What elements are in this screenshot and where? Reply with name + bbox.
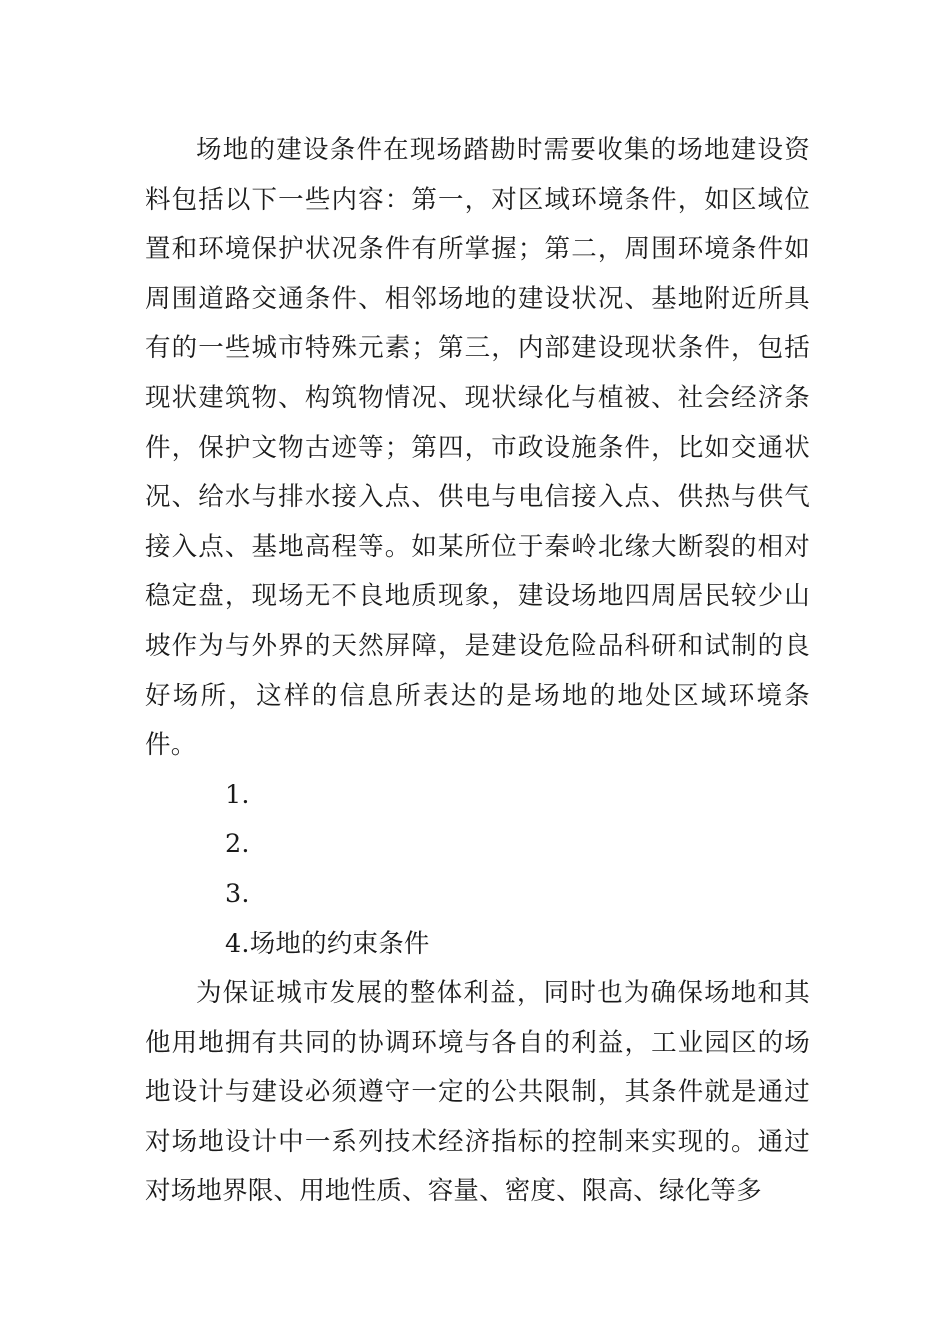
list-item-1: 1. <box>225 779 250 810</box>
list-item-2: 2. <box>225 829 250 860</box>
document-body <box>145 126 810 1217</box>
paragraph-site-conditions: 场地的建设条件在现场踏勘时需要收集的场地建设资料包括以下一些内容：第一，对区域环境条件，如区域位置和环境保护状况条件有所掌握；第二，周围环境条件如周围道路交通条件、相邻场地的建设状况、基地附近所具有的一些城市特殊元素；第三，内部建设现状条件，包括现状建筑物、构筑物情况、现状绿化与植被、社会经济条件，保护文物古迹等；第四，市政设施条件，比如交通状况、给水与排水接入点、供电与电信接入点、供热与供气接入点、基地高程等。如某所位于秦岭北缘大断裂的相对稳定盘，现场无不良地质现象，建设场地四周居民较少山坡作为与外界的天然屏障，是建设危险品科研和试制的良好场所，这样的信息所表达的是场地的地处区域环境条件。 <box>145 135 810 761</box>
paragraph-constraints: 为保证城市发展的整体利益，同时也为确保场地和其他用地拥有共同的协调环境与各自的利益，工业园区的场地设计与建设必须遵守一定的公共限制，其条件就是通过对场地设计中一系列技术经济指标的控制来实现的。通过对场地界限、用地性质、容量、密度、限高、绿化等多 <box>145 978 810 1207</box>
section-heading-constraints: 4.场地的约束条件 <box>225 928 430 959</box>
list-item-3: 3. <box>225 878 250 909</box>
